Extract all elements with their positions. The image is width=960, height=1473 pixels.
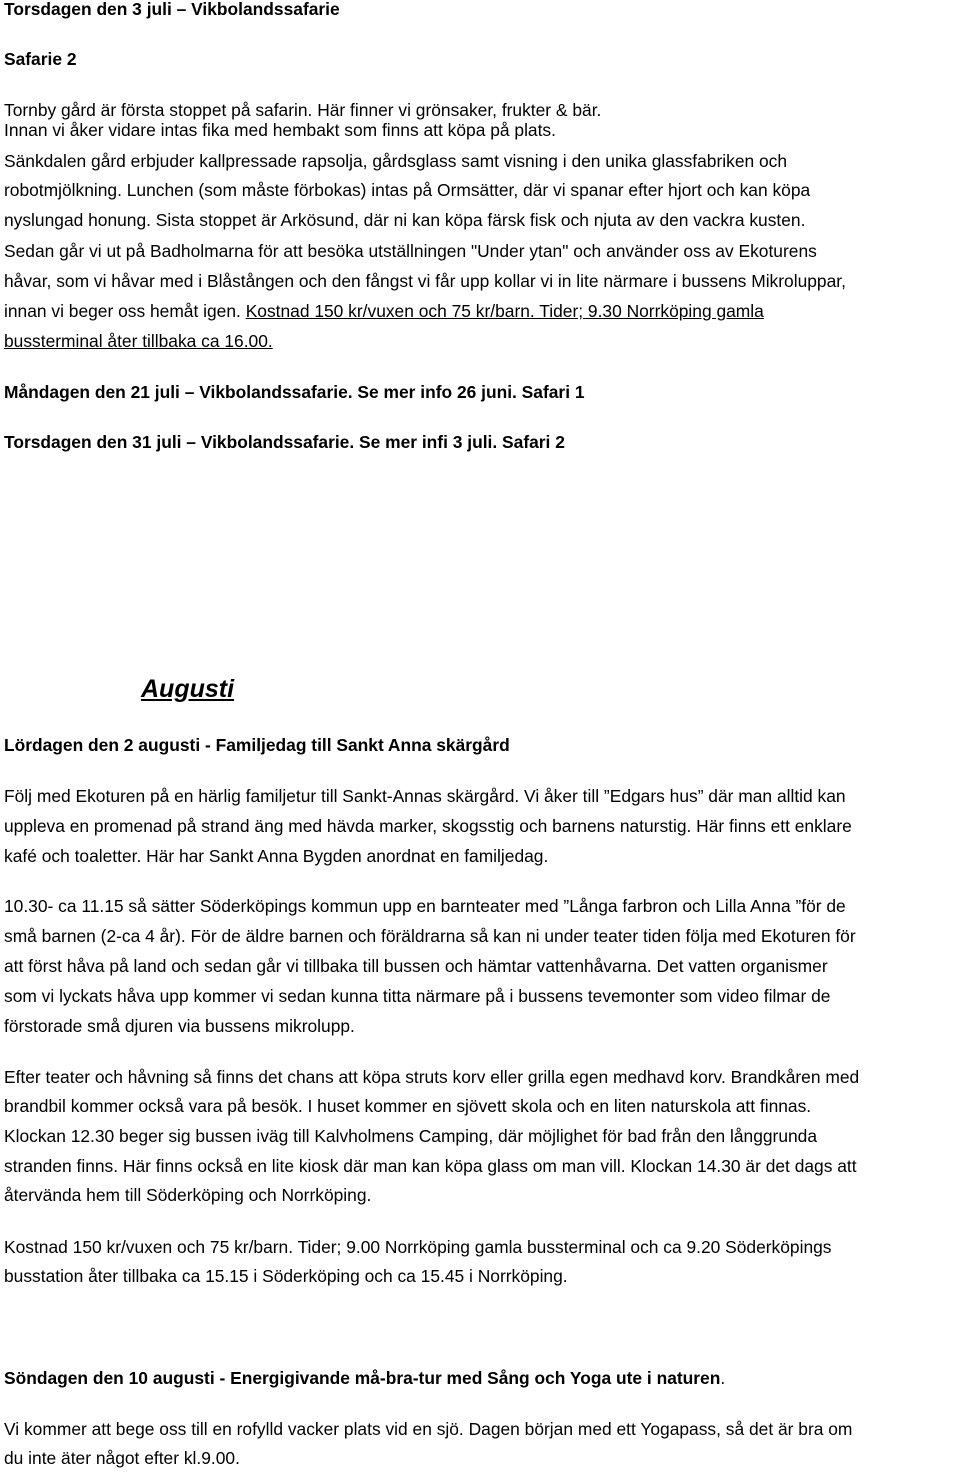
text-line	[4, 297, 764, 326]
safari-label: Safarie 2	[4, 49, 77, 69]
text-line: du inte äter något efter kl.9.00.	[4, 1448, 240, 1468]
period: .	[720, 1368, 726, 1388]
text-line: Tornby gård är första stoppet på safarin. Här finner vi grönsaker, frukter & bär.	[4, 100, 602, 120]
text-line: Sänkdalen gård erbjuder kallpressade rapsolja, gårdsglass samt visning i den unika glassfabriken och	[4, 151, 788, 171]
text-line: stranden finns. Här finns också en lite kiosk där man kan köpa glass om man vill. Klockan 14.30 är det dags att	[4, 1156, 857, 1176]
return-time: bussterminal åter tillbaka ca 16.00.	[4, 331, 273, 351]
text-line: 10.30- ca 11.15 så sätter Söderköpings kommun upp en barnteater med ”Långa farbron och Lilla Anna ”för de	[4, 896, 846, 916]
text-line: Vi kommer att bege oss till en rofylld vacker plats vid en sjö. Dagen början med ett Yogapass, så det är bra om	[4, 1419, 853, 1439]
text-line: Följ med Ekoturen på en härlig familjetur till Sankt-Annas skärgård. Vi åker till ”Edgars hus” där man alltid kan	[4, 786, 846, 806]
text-line: förstorade små djuren via bussens mikrolupp.	[4, 1016, 355, 1036]
text-line: som vi lyckats håva upp kommer vi sedan kunna titta närmare på i bussens tevemonter som video filmar de	[4, 986, 831, 1006]
event-title-august-10	[4, 1364, 725, 1393]
text-line: Klockan 12.30 beger sig bussen iväg till Kalvholmens Camping, där möjlighet för bad från den långgrunda	[4, 1126, 818, 1146]
text-fragment: innan vi beger oss hemåt igen.	[4, 301, 246, 321]
text-line: Kostnad 150 kr/vuxen och 75 kr/barn. Tider; 9.00 Norrköping gamla bussterminal och ca 9.20 Söderköpings	[4, 1237, 832, 1257]
text-line: återvända hem till Söderköping och Norrköping.	[4, 1185, 372, 1205]
text-line: busstation åter tillbaka ca 15.15 i Söderköping och ca 15.45 i Norrköping.	[4, 1266, 568, 1286]
event-title-august-2: Lördagen den 2 augusti - Familjedag till Sankt Anna skärgård	[4, 735, 510, 755]
text-line: små barnen (2-ca 4 år). För de äldre barnen och föräldrarna så kan ni under teater tiden följa med Ekoturen för	[4, 926, 856, 946]
text-line: håvar, som vi håvar med i Blåstången och den fångst vi får upp kollar vi in lite närmare i bussens Mikroluppar,	[4, 271, 846, 291]
event-title-july-31: Torsdagen den 31 juli – Vikbolandssafarie. Se mer infi 3 juli. Safari 2	[4, 432, 565, 452]
text-line: nyslungad honung. Sista stoppet är Arkösund, där ni kan köpa färsk fisk och njuta av den vackra kusten.	[4, 210, 806, 230]
text-line: Sedan går vi ut på Badholmarna för att besöka utställningen "Under ytan" och använder oss av Ekoturens	[4, 241, 817, 261]
event-title-july-3: Torsdagen den 3 juli – Vikbolandssafarie	[4, 0, 340, 19]
text-line: kafé och toaletter. Här har Sankt Anna Bygden anordnat en familjedag.	[4, 846, 549, 866]
event-title-text: Söndagen den 10 augusti - Energigivande må-bra-tur med Sång och Yoga ute i naturen	[4, 1368, 721, 1388]
text-line: Innan vi åker vidare intas fika med hembakt som finns att köpa på plats.	[4, 120, 556, 140]
text-line: robotmjölkning. Lunchen (som måste förbokas) intas på Ormsätter, där vi spanar efter hjort och kan köpa	[4, 180, 811, 200]
cost-and-times: Kostnad 150 kr/vuxen och 75 kr/barn. Tider; 9.30 Norrköping gamla	[245, 301, 764, 321]
text-line: att först håva på land och sedan går vi tillbaka till bussen och hämtar vattenhåvarna. Det vatten organismer	[4, 956, 828, 976]
event-title-july-21: Måndagen den 21 juli – Vikbolandssafarie. Se mer info 26 juni. Safari 1	[4, 382, 585, 402]
text-line: uppleva en promenad på strand äng med hävda marker, skogsstig och barnens naturstig. Här finns ett enklare	[4, 816, 852, 836]
section-heading-august: Augusti	[141, 675, 235, 703]
text-line: brandbil kommer också vara på besök. I huset kommer en sjövett skola och en liten naturskola att finnas.	[4, 1096, 812, 1116]
text-line: Efter teater och håvning så finns det chans att köpa struts korv eller grilla egen medhavd korv. Brandkåren med	[4, 1067, 860, 1087]
